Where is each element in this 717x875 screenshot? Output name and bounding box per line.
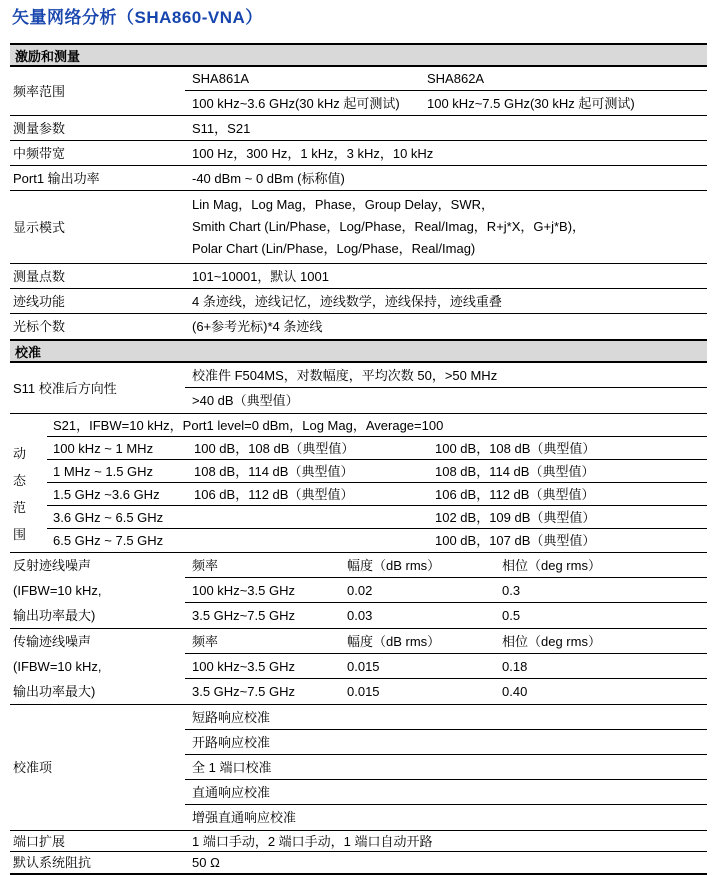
- spec-row-measurement-parameters: [10, 116, 707, 141]
- spec-row-port-extension: [10, 831, 707, 852]
- dynamic-range-row: 6.5 GHz ~ 7.5 GHz 100 dB，107 dB（典型值）: [53, 533, 596, 549]
- row-value: 1 端口手动，2 端口手动，1 端口自动开路: [192, 833, 433, 849]
- spec-row-marker-count: [10, 314, 707, 339]
- calibration-item: 增强直通响应校准: [192, 810, 297, 826]
- dynamic-range-row: 100 kHz ~ 1 MHz 100 dB，108 dB（典型值） 100 dB，108 dB（典型值）: [47, 437, 707, 460]
- noise-header-row: 频率 幅度（dB rms） 相位（deg rms）: [185, 553, 707, 578]
- calibration-item: 短路响应校准: [185, 705, 707, 730]
- row-label: 端口扩展: [13, 833, 66, 849]
- row-label: 光标个数: [13, 319, 66, 335]
- row-value: 50 Ω: [192, 855, 220, 871]
- s11-condition: 校准件 F504MS，对数幅度，平均次数 50，>50 MHz: [192, 367, 498, 383]
- row-value: 101~10001，默认 1001: [192, 268, 329, 284]
- calibration-item: 全 1 端口校准: [185, 755, 707, 780]
- row-label: 测量点数: [13, 268, 66, 284]
- model1-range: 100 kHz~3.6 GHz(30 kHz 起可测试): [192, 95, 400, 111]
- s11-value: >40 dB（典型值）: [192, 393, 299, 409]
- dynamic-range-condition: S21，IFBW=10 kHz，Port1 level=0 dBm，Log Mag，Average=100: [47, 414, 707, 437]
- spec-row-port1-output-power: [10, 166, 707, 191]
- row-value: -40 dBm ~ 0 dBm (标称值): [192, 170, 345, 186]
- model2-name: SHA862A: [427, 71, 485, 87]
- s11-condition-row: [185, 363, 707, 388]
- dynamic-range-row: 1.5 GHz ~3.6 GHz 106 dB，112 dB（典型值） 106 dB，112 dB（典型值）: [47, 483, 707, 506]
- spec-row-frequency-range: [10, 67, 707, 116]
- row-label: 传输迹线噪声 (IFBW=10 kHz, 输出功率最大): [13, 634, 102, 700]
- row-label: 中频带宽: [13, 145, 66, 161]
- row-label: 频率范围: [13, 83, 66, 99]
- dynamic-range-row: 1 MHz ~ 1.5 GHz 108 dB，114 dB（典型值） 108 dB，114 dB（典型值）: [47, 460, 707, 483]
- page-title: 矢量网络分析（SHA860-VNA）: [12, 8, 263, 27]
- noise-data-row: 3.5 GHz~7.5 GHz 0.03 0.5: [192, 608, 521, 624]
- model-range-row: [185, 91, 707, 115]
- spec-row-calibration-items: [10, 705, 707, 831]
- spec-row-transmission-trace-noise: [10, 629, 707, 705]
- row-value: [185, 191, 707, 263]
- calibration-item: 开路响应校准: [185, 730, 707, 755]
- row-value: (6+参考光标)*4 条迹线: [192, 319, 323, 335]
- row-label: Port1 输出功率: [13, 170, 100, 186]
- spec-row-reflection-trace-noise: [10, 553, 707, 629]
- dynamic-range-row: 3.6 GHz ~ 6.5 GHz 102 dB，109 dB（典型值）: [47, 506, 707, 529]
- calibration-item: 直通响应校准: [185, 780, 707, 805]
- noise-data-row: 100 kHz~3.5 GHz 0.02 0.3: [185, 578, 707, 603]
- row-label: 反射迹线噪声 (IFBW=10 kHz, 输出功率最大): [13, 558, 102, 624]
- spec-row-s11-directivity: [10, 363, 707, 414]
- dynamic-range-label: 动 态 范 围: [13, 446, 27, 543]
- noise-data-row: 100 kHz~3.5 GHz 0.015 0.18: [185, 654, 707, 679]
- row-value: 100 Hz，300 Hz，1 kHz，3 kHz，10 kHz: [192, 145, 434, 161]
- row-label: 校准项: [13, 760, 53, 776]
- model1-name: SHA861A: [192, 71, 250, 87]
- section-header-calibration: 校准: [10, 339, 707, 363]
- model-header-row: [185, 67, 707, 91]
- row-label: 迹线功能: [13, 293, 66, 309]
- display-modes-line1: Lin Mag，Log Mag，Phase，Group Delay，SWR，: [192, 197, 495, 213]
- row-value: 4 条迹线，迹线记忆，迹线数学，迹线保持，迹线重叠: [192, 293, 502, 309]
- s11-value-row: [185, 388, 707, 413]
- spec-row-if-bandwidth: [10, 141, 707, 166]
- display-modes-line3: Polar Chart (Lin/Phase，Log/Phase，Real/Imag): [192, 241, 476, 257]
- display-modes-line2: Smith Chart (Lin/Phase，Log/Phase，Real/Imag，R+j*X，G+j*B)，: [192, 219, 586, 235]
- noise-header-row: 频率 幅度（dB rms） 相位（deg rms）: [185, 629, 707, 654]
- model2-range: 100 kHz~7.5 GHz(30 kHz 起可测试): [427, 95, 635, 111]
- section-header-excitation: 激励和测量: [10, 43, 707, 67]
- row-value: S11，S21: [192, 120, 251, 136]
- row-label: 显示模式: [13, 219, 66, 235]
- spec-row-display-modes: [10, 191, 707, 264]
- spec-table: [10, 43, 707, 875]
- row-label: 默认系统阻抗: [13, 855, 92, 871]
- spec-row-measurement-points: [10, 264, 707, 289]
- noise-data-row: 3.5 GHz~7.5 GHz 0.015 0.40: [192, 684, 528, 700]
- row-label: S11 校准后方向性: [13, 380, 117, 396]
- spec-row-dynamic-range: [10, 414, 707, 553]
- spec-row-default-impedance: [10, 852, 707, 873]
- spec-row-trace-functions: [10, 289, 707, 314]
- row-label: 测量参数: [13, 120, 66, 136]
